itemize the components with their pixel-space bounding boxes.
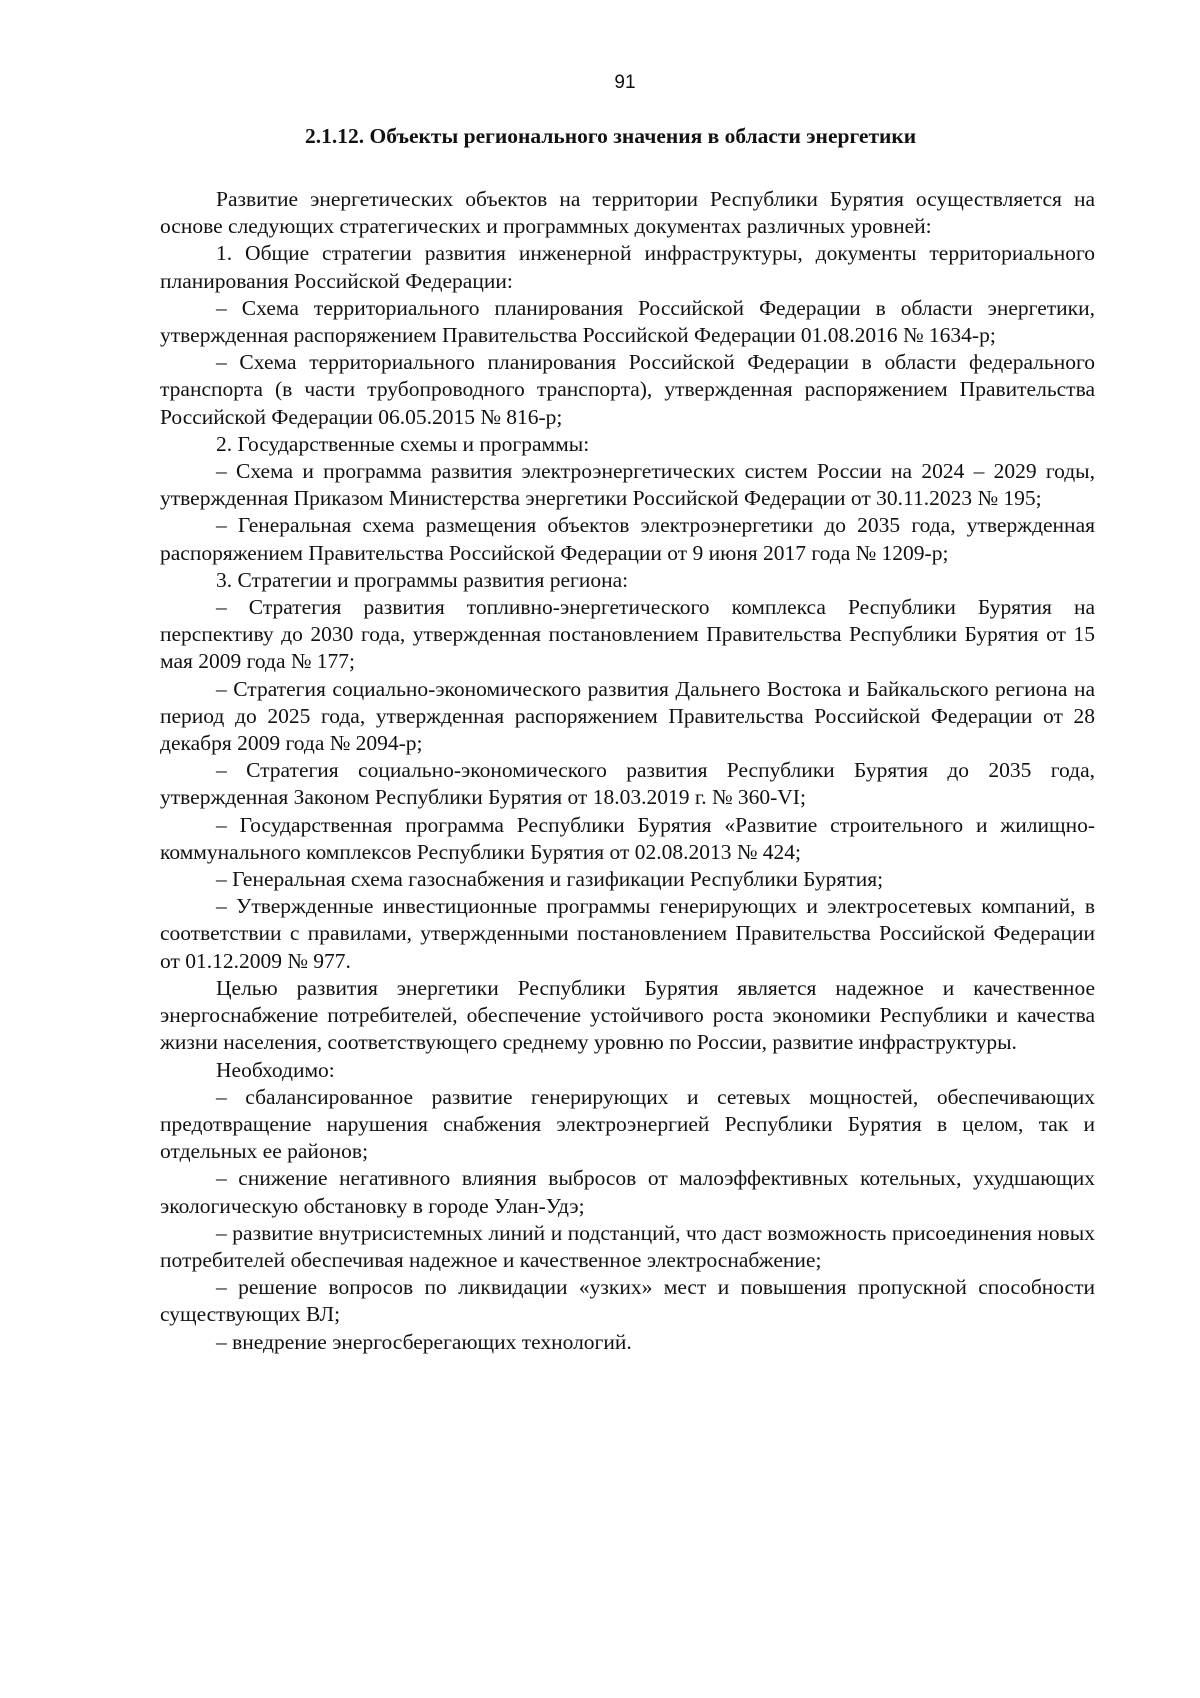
list-item: – Схема территориального планирования Российской Федерации в области энергетики, утвержденная распоряжением Правительства Российской Федерации 01.08.2016 № 1634-р;	[160, 295, 1095, 348]
list-item: – Утвержденные инвестиционные программы генерирующих и электросетевых компаний, в соответствии с правилами, утвержденными постановлением Правительства Российской Федерации от 01.12.2009 № 977.	[160, 894, 1095, 973]
section-heading: 2.1.12. Объекты регионального значения в области энергетики	[305, 124, 917, 148]
list-item: – сбалансированное развитие генерирующих и сетевых мощностей, обеспечивающих предотвращение нарушения снабжения электроэнергией Республики Бурятия в целом, так и отдельных ее районов;	[160, 1084, 1095, 1164]
page-number: 91	[614, 72, 636, 93]
list-item: – Стратегия социально-экономического развития Республики Бурятия до 2035 года, утвержденная Законом Республики Бурятия от 18.03.2019 г. № 360-VI;	[160, 758, 1095, 810]
document-body	[160, 186, 1095, 1356]
paragraph: Необходимо:	[216, 1057, 335, 1082]
list-item: – Схема территориального планирования Российской Федерации в области федерального транспорта (в части трубопроводного транспорта), утвержденная распоряжением Правительства Российской Федерации 06.05.2015 № 816-р;	[160, 350, 1095, 429]
list-item: – Государственная программа Республики Бурятия «Развитие строительного и жилищно-коммунального комплексов Республики Бурятия от 02.08.2013 № 424;	[160, 812, 1095, 864]
list-item: – Генеральная схема газоснабжения и газификации Республики Бурятия;	[216, 867, 884, 892]
list-item: – внедрение энергосберегающих технологий.	[216, 1329, 632, 1354]
list-item: – Стратегия социально-экономического развития Дальнего Востока и Байкальского региона на период до 2025 года, утвержденная распоряжением Правительства Российской Федерации от 28 декабря 2009 года № 2094-р;	[160, 676, 1095, 756]
list-item: – Схема и программа развития электроэнергетических систем России на 2024 – 2029 годы, утвержденная Приказом Министерства энергетики Российской Федерации от 30.11.2023 № 195;	[160, 459, 1095, 511]
list-item: – снижение негативного влияния выбросов от малоэффективных котельных, ухудшающих экологическую обстановку в городе Улан-Удэ;	[160, 1166, 1095, 1218]
paragraph: Развитие энергетических объектов на территории Республики Бурятия осуществляется на основе следующих стратегических и программных документах различных уровней:	[160, 187, 1095, 239]
list-item: – Генеральная схема размещения объектов электроэнергетики до 2035 года, утвержденная распоряжением Правительства Российской Федерации от 9 июня 2017 года № 1209-р;	[160, 513, 1095, 565]
list-item: 1. Общие стратегии развития инженерной инфраструктуры, документы территориального планирования Российской Федерации:	[160, 241, 1095, 293]
list-item: 2. Государственные схемы и программы:	[216, 431, 590, 456]
list-item: – решение вопросов по ликвидации «узких» мест и повышения пропускной способности существующих ВЛ;	[160, 1275, 1095, 1327]
list-item: 3. Стратегии и программы развития региона:	[216, 567, 629, 592]
paragraph: Целью развития энергетики Республики Бурятия является надежное и качественное энергоснабжение потребителей, обеспечение устойчивого роста экономики Республики и качества жизни населения, соответствующего среднему уровню по России, развитие инфраструктуры.	[160, 975, 1095, 1055]
list-item: – Стратегия развития топливно-энергетического комплекса Республики Бурятия на перспективу до 2030 года, утвержденная постановлением Правительства Республики Бурятия от 15 мая 2009 года № 177;	[160, 595, 1095, 674]
list-item: – развитие внутрисистемных линий и подстанций, что даст возможность присоединения новых потребителей обеспечивая надежное и качественное электроснабжение;	[160, 1220, 1095, 1272]
